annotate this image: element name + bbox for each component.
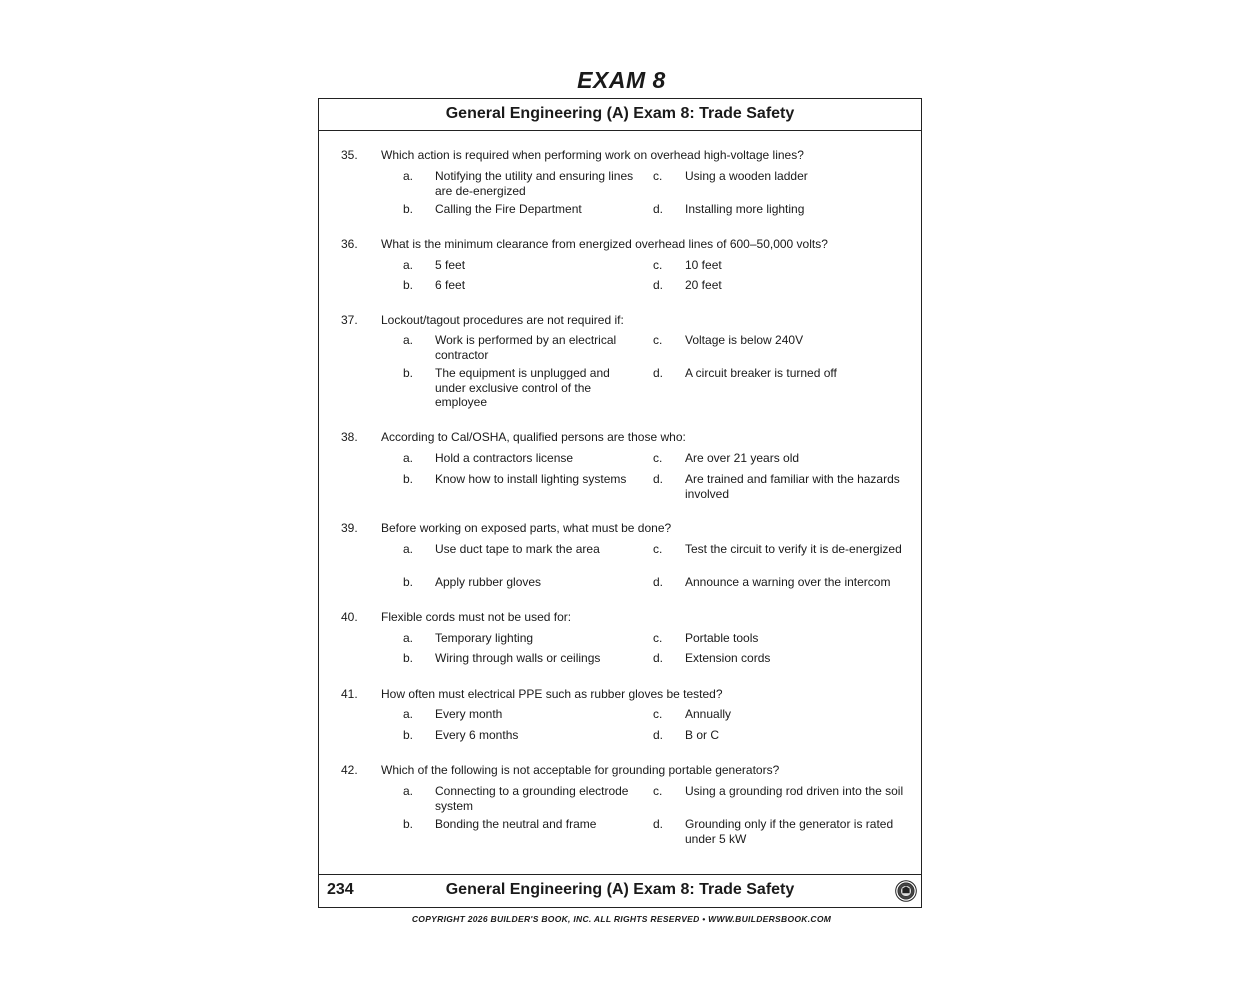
question-number: 41. (341, 687, 358, 701)
option-text: The equipment is unplugged and under exclusive control of the employee (435, 366, 610, 409)
option-text: Announce a warning over the intercom (685, 575, 891, 589)
option-text: Apply rubber gloves (435, 575, 542, 589)
option-text: Are over 21 years old (685, 451, 800, 465)
option-text: Grounding only if the generator is rated under 5 kW (685, 817, 894, 846)
question-number: 38. (341, 430, 358, 444)
question-number: 40. (341, 610, 358, 624)
option-letter: a. (403, 333, 414, 347)
option-text: Know how to install lighting systems (435, 472, 627, 486)
option-letter: d. (653, 575, 664, 589)
option-letter: b. (403, 651, 414, 665)
option-text: 20 feet (685, 278, 722, 292)
option-text: Use duct tape to mark the area (435, 542, 600, 556)
option-text: A circuit breaker is turned off (685, 366, 837, 380)
question-number: 36. (341, 237, 358, 251)
option-text: Portable tools (685, 631, 759, 645)
option-text: Installing more lighting (685, 202, 805, 216)
option-letter: c. (653, 631, 663, 645)
option-letter: b. (403, 472, 414, 486)
option-letter: a. (403, 707, 414, 721)
option-text: 6 feet (435, 278, 466, 292)
option-text: Bonding the neutral and frame (435, 817, 597, 831)
option-letter: d. (653, 278, 664, 292)
option-letter: c. (653, 784, 663, 798)
option-letter: a. (403, 451, 414, 465)
option-text: Test the circuit to verify it is de-energized (685, 542, 902, 556)
question-text: Flexible cords must not be used for: (381, 610, 572, 624)
option-letter: c. (653, 258, 663, 272)
option-text: Extension cords (685, 651, 771, 665)
option-text: Annually (685, 707, 732, 721)
option-letter: c. (653, 542, 663, 556)
option-text: 10 feet (685, 258, 722, 272)
option-text: Calling the Fire Department (435, 202, 582, 216)
question-text: Before working on exposed parts, what must be done? (381, 521, 672, 535)
option-letter: c. (653, 169, 663, 183)
question-number: 35. (341, 148, 358, 162)
option-letter: a. (403, 542, 414, 556)
option-letter: b. (403, 817, 414, 831)
builders-book-seal-icon (895, 880, 917, 902)
option-text: Using a wooden ladder (685, 169, 808, 183)
option-text: Every 6 months (435, 728, 519, 742)
option-letter: b. (403, 575, 414, 589)
option-letter: a. (403, 631, 414, 645)
option-letter: d. (653, 366, 664, 380)
option-letter: a. (403, 169, 414, 183)
option-text: 5 feet (435, 258, 466, 272)
section-header-title: General Engineering (A) Exam 8: Trade Safety (319, 99, 921, 131)
option-letter: d. (653, 651, 664, 665)
option-text: Notifying the utility and ensuring lines are de-energized (435, 169, 634, 198)
question-number: 37. (341, 313, 358, 327)
copyright-notice: COPYRIGHT 2026 BUILDER'S BOOK, INC. ALL RIGHTS RESERVED • WWW.BUILDERSBOOK.COM (411, 914, 832, 924)
option-text: Hold a contractors license (435, 451, 574, 465)
option-letter: c. (653, 333, 663, 347)
option-text: Every month (435, 707, 503, 721)
footer-title: General Engineering (A) Exam 8: Trade Safety (445, 881, 795, 898)
option-text: Voltage is below 240V (685, 333, 804, 347)
option-letter: a. (403, 258, 414, 272)
option-letter: b. (403, 728, 414, 742)
question-text: Which action is required when performing work on overhead high-voltage lines? (381, 148, 804, 162)
exam-title: EXAM 8 (577, 67, 666, 93)
option-letter: d. (653, 817, 664, 831)
option-letter: d. (653, 202, 664, 216)
option-letter: b. (403, 278, 414, 292)
option-letter: d. (653, 728, 664, 742)
option-text: Temporary lighting (435, 631, 534, 645)
option-letter: c. (653, 707, 663, 721)
question-text: Lockout/tagout procedures are not required if: (381, 313, 624, 327)
option-text: Using a grounding rod driven into the soil (685, 784, 904, 798)
option-letter: b. (403, 366, 414, 380)
option-text: Are trained and familiar with the hazards involved (685, 472, 900, 501)
question-text: According to Cal/OSHA, qualified persons are those who: (381, 430, 686, 444)
question-number: 39. (341, 521, 358, 535)
page-number: 234 (327, 881, 354, 898)
option-letter: c. (653, 451, 663, 465)
question-text: How often must electrical PPE such as rubber gloves be tested? (381, 687, 723, 701)
option-text: Connecting to a grounding electrode system (435, 784, 629, 813)
option-letter: b. (403, 202, 414, 216)
option-text: Wiring through walls or ceilings (435, 651, 601, 665)
option-letter: a. (403, 784, 414, 798)
option-text: B or C (685, 728, 720, 742)
option-letter: d. (653, 472, 664, 486)
question-text: Which of the following is not acceptable for grounding portable generators? (381, 763, 780, 777)
question-number: 42. (341, 763, 358, 777)
question-text: What is the minimum clearance from energized overhead lines of 600–50,000 volts? (381, 237, 828, 251)
option-text: Work is performed by an electrical contractor (435, 333, 617, 362)
page-footer (319, 874, 921, 907)
exam-page-frame (318, 98, 922, 908)
